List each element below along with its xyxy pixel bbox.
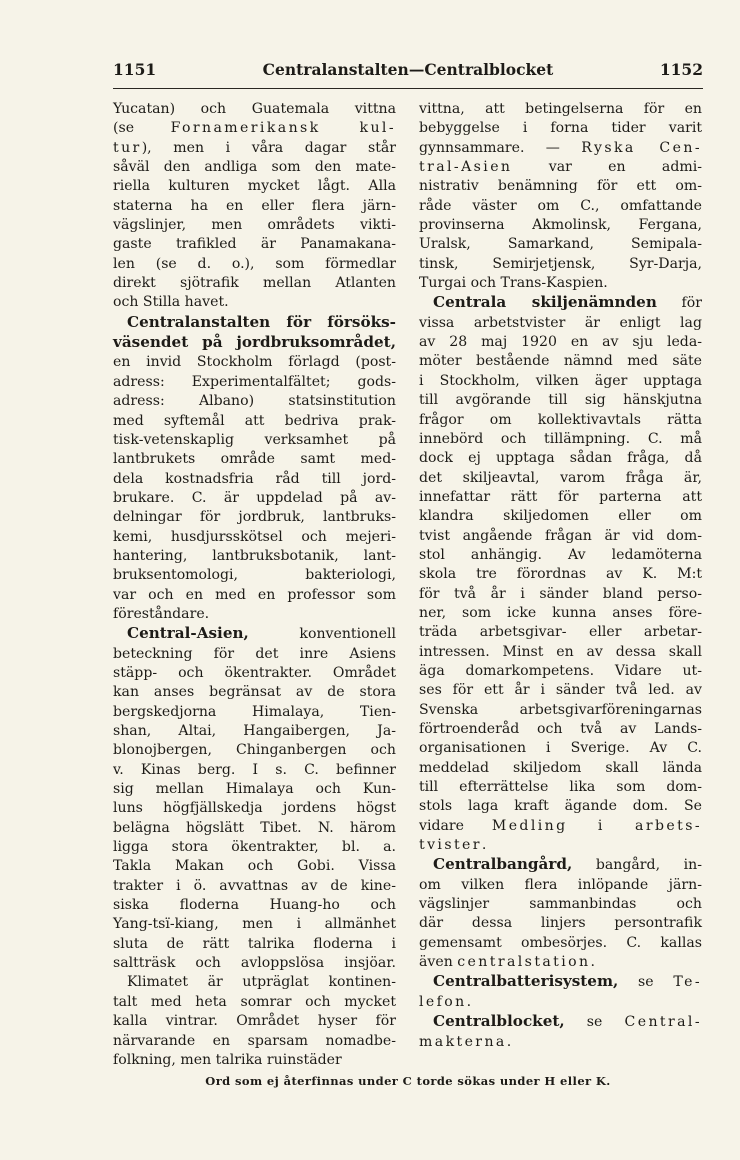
cross-reference: lefon — [419, 993, 467, 1010]
running-title: Centralanstalten—Centralblocket — [262, 60, 554, 79]
text-line: Yang-tsï-kiang, men i allmänhet — [113, 916, 396, 933]
text-line: vittna, att betingelserna för en — [419, 101, 702, 117]
text-line: innefattar rätt för parterna att — [419, 488, 702, 505]
text-line: vidare Medling i arbets- — [419, 817, 702, 834]
text-line: kalla vintrar. Området hyser för — [113, 1013, 396, 1030]
text-line: delningar för jordbruk, lantbruks- — [113, 509, 396, 526]
text-line: möter bestående nämnd med säte — [419, 353, 702, 370]
text-line: Centrala skiljenämnden för — [433, 293, 702, 312]
text-line: intressen. Minst en av dessa skall — [419, 643, 702, 660]
cross-reference: Central- — [624, 1014, 702, 1031]
text-line: kemi, husdjursskötsel och mejeri- — [113, 528, 396, 545]
text-line — [113, 313, 396, 333]
text-line: tur), men i våra dagar står — [113, 139, 396, 156]
text-line: luns högfjällskedja jordens högst — [113, 800, 396, 817]
text-line: adress: Experimentalfältet; gods- — [113, 373, 396, 390]
entry-headword: Centralblocket, — [433, 1012, 565, 1031]
text-line: bergskedjorna Himalaya, Tien- — [113, 703, 396, 720]
text-line: beteckning för det inre Asiens — [113, 645, 396, 662]
page-footer-note: Ord som ej återfinnas under C torde sökas under H eller K. — [205, 1074, 611, 1088]
text-line: sluta de rätt talrika floderna i — [113, 935, 396, 952]
page-number-right: 1152 — [659, 60, 703, 79]
page-number-left: 1151 — [113, 60, 157, 79]
entry-headword: Centralbangård, — [433, 855, 573, 874]
text-line: var och en med en professor som — [113, 586, 396, 603]
cross-reference: Medling i arbets- — [491, 817, 702, 834]
text-line: av 28 maj 1920 en av sju leda- — [419, 334, 702, 351]
text-line: en invid Stockholm förlagd (post- — [113, 354, 396, 371]
header-rule — [113, 88, 703, 89]
text-line: v. Kinas berg. I s. C. befinner — [113, 761, 396, 778]
text-line: dock ej upptaga sådan fråga, då — [419, 450, 702, 467]
text-line: trakter i ö. avvattnas av de kine- — [113, 877, 396, 894]
text-line: gynnsammare. — Ryska Cen- — [419, 139, 702, 156]
text-line: nistrativ benämning för ett om- — [419, 178, 702, 195]
text-line: (se Fornamerikansk kul- — [113, 120, 396, 137]
text-line: tvist angående frågan är vid dom- — [419, 527, 702, 544]
text-line: vägslinjer sammanbindas och — [419, 896, 702, 913]
text-line: förtroenderåd och två av Lands- — [419, 721, 702, 737]
text-line: Klimatet är utpräglat kontinen- — [127, 974, 396, 991]
text-line: staterna ha en eller flera järn- — [113, 197, 396, 214]
text-line: vägslinjer, men områdets vikti- — [113, 217, 396, 234]
cross-reference: tvister — [419, 837, 482, 854]
text-line: Svenska arbetsgivarföreningarnas — [419, 701, 702, 718]
text-line: såväl den andliga som den mate- — [113, 159, 396, 176]
entry-headword: Centrala skiljenämnden — [433, 293, 657, 312]
text-line: len (se d. o.), som förmedlar — [113, 255, 396, 272]
text-line: lantbrukets område samt med- — [113, 451, 396, 468]
text-line: shan, Altai, Hangaibergen, Ja- — [113, 723, 396, 739]
text-line: kan anses begränsat av de stora — [113, 684, 396, 701]
text-line: brukare. C. är uppdelad på av- — [113, 489, 396, 506]
text-line: belägna högslätt Tibet. N. härom — [113, 819, 396, 836]
text-line: lefon. — [419, 993, 472, 1010]
text-line: makterna. — [419, 1033, 512, 1050]
text-line: stol anhängig. Av ledamöterna — [419, 546, 702, 563]
text-line: sig mellan Himalaya och Kun- — [113, 781, 396, 798]
text-line: tral-Asien var en admi- — [419, 159, 702, 176]
text-line: tisk-vetenskaplig verksamhet på — [113, 431, 396, 448]
text-line: och Stilla havet. — [113, 294, 229, 311]
text-line: stäpp- och ökentrakter. Området — [113, 664, 396, 681]
right-text-column — [419, 100, 702, 1052]
text-line: frågor om kollektivavtals rätta — [419, 411, 702, 428]
cross-reference: makterna — [419, 1033, 507, 1050]
text-line: råde väster om C., omfattande — [419, 197, 702, 214]
text-line: blonojbergen, Chinganbergen och — [113, 742, 396, 759]
text-line: bruksentomologi, bakteriologi, — [113, 567, 396, 584]
text-line: stols laga kraft ägande dom. Se — [419, 798, 702, 815]
text-line: ner, som icke kunna anses före- — [419, 604, 702, 621]
text-line: närvarande en sparsam nomadbe- — [113, 1032, 396, 1049]
text-line: dela kostnadsfria råd till jord- — [113, 470, 396, 487]
text-line: ligga stora ökentrakter, bl. a. — [113, 839, 396, 856]
text-line: organisationen i Sverige. Av C. — [419, 740, 702, 757]
text-line: ses för ett år i sänder två led. av — [419, 682, 702, 699]
text-line: Central-Asien, konventionell — [127, 624, 396, 643]
text-line: adress: Albano) statsinstitution — [113, 393, 396, 410]
cross-reference: Ryska Cen- — [581, 139, 702, 156]
left-text-column — [113, 100, 396, 1070]
entry-headword: Central-Asien, — [127, 624, 249, 643]
text-line: talt med heta somrar och mycket — [113, 993, 396, 1010]
text-line: Yucatan) och Guatemala vittna — [113, 101, 396, 117]
text-line: direkt sjötrafik mellan Atlanten — [113, 275, 396, 292]
text-line: skola tre förordnas av K. M:t — [419, 566, 702, 583]
text-line — [113, 333, 396, 353]
text-line: klandra skiljedomen eller om — [419, 508, 702, 525]
text-line: föreståndare. — [113, 605, 210, 622]
text-line: även centralstation. — [419, 954, 596, 971]
text-line: provinserna Akmolinsk, Fergana, — [419, 217, 702, 234]
entry-headword: Centralanstalten för försöks- — [127, 312, 396, 331]
text-line: meddelad skiljedom skall lända — [419, 759, 702, 776]
text-line: siska floderna Huang-ho och — [113, 897, 396, 914]
text-line: Centralblocket, se Central- — [433, 1012, 702, 1031]
text-line: hantering, lantbruksbotanik, lant- — [113, 547, 396, 564]
text-line: äga domarkompetens. Vidare ut- — [419, 662, 702, 679]
text-line: Takla Makan och Gobi. Vissa — [113, 858, 396, 875]
page-header — [113, 60, 703, 86]
text-line: gaste trafikled är Panamakana- — [113, 236, 396, 253]
text-line: folkning, men talrika ruinstäder — [113, 1051, 342, 1068]
cross-reference: centralstation — [457, 954, 591, 971]
text-line: Turgai och Trans-Kaspien. — [419, 275, 608, 292]
text-line: det skiljeavtal, varom fråga är, — [419, 469, 702, 486]
text-line: där dessa linjers persontrafik — [419, 915, 702, 932]
entry-headword: Centralbatterisystem, — [433, 972, 619, 991]
text-line: innebörd och tillämpning. C. må — [419, 430, 702, 447]
cross-reference: Te- — [673, 974, 702, 991]
text-line: träda arbetsgivar- eller arbetar- — [419, 624, 702, 641]
text-line: för två år i sänder bland perso- — [419, 585, 702, 602]
text-line: Uralsk, Samarkand, Semipala- — [419, 236, 702, 253]
text-line: om vilken flera inlöpande järn- — [419, 876, 702, 893]
text-line: tinsk, Semirjetjensk, Syr-Darja, — [419, 255, 702, 272]
text-line: i Stockholm, vilken äger upptaga — [419, 372, 702, 389]
text-line: tvister. — [419, 837, 487, 854]
text-line: till efterrättelse lika som dom- — [419, 779, 702, 796]
cross-reference: Fornamerikansk kul- — [170, 120, 396, 137]
text-line: Centralbatterisystem, se Te- — [433, 972, 702, 991]
text-line: bebyggelse i forna tider varit — [419, 120, 702, 137]
text-line: Centralbangård, bangård, in- — [433, 855, 702, 874]
text-line: med syftemål att bedriva prak- — [113, 412, 396, 429]
text-line: vissa arbetstvister är enligt lag — [419, 314, 702, 331]
entry-headword: väsendet på jordbruksområdet, — [113, 333, 396, 352]
text-line: gemensamt ombesörjes. C. kallas — [419, 934, 702, 951]
text-line: riella kulturen mycket lågt. Alla — [113, 178, 396, 195]
text-line: saltträsk och avloppslösa insjöar. — [113, 955, 396, 972]
cross-reference: tral-Asien — [419, 159, 513, 176]
text-line: till avgörande till sig hänskjutna — [419, 392, 702, 409]
cross-reference: tur — [113, 139, 142, 156]
